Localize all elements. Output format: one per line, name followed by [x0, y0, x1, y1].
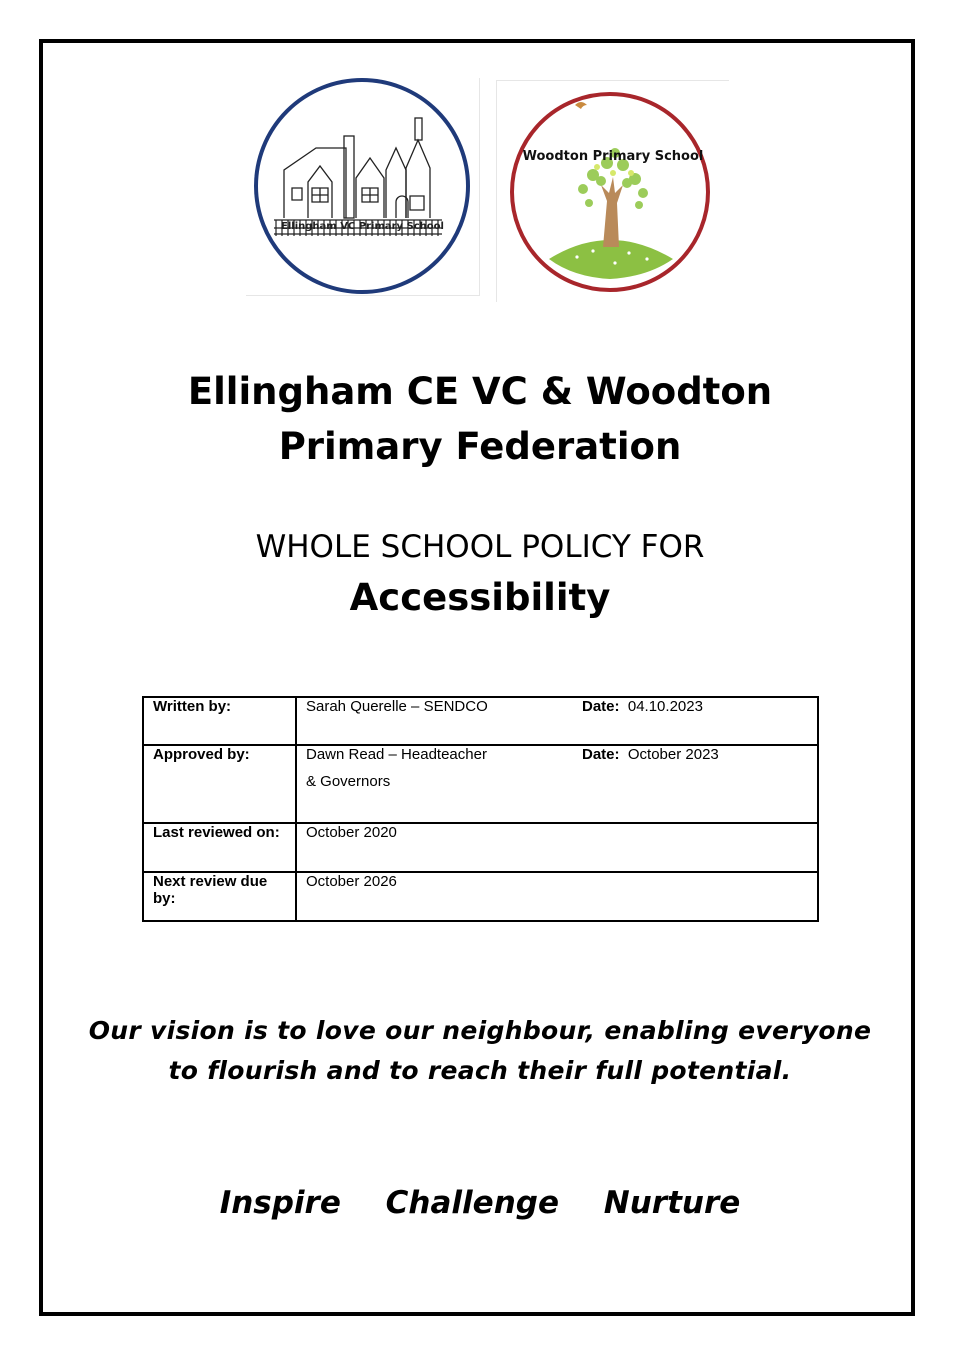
federation-title-line-1: Ellingham CE VC & Woodton — [187, 370, 773, 413]
policy-prefix: WHOLE SCHOOL POLICY FOR — [255, 529, 705, 565]
written-date-value: 04.10.2023 — [627, 698, 703, 715]
ellingham-school-logo — [246, 78, 480, 296]
table-row — [143, 697, 818, 745]
written-by-value: Sarah Querelle – SENDCO — [306, 698, 488, 715]
approved-by-label: Approved by: — [143, 745, 296, 823]
approved-date-value: October 2023 — [627, 746, 719, 763]
table-row — [143, 823, 818, 872]
vision-statement-line-2: to flourish and to reach their full potential. — [168, 1056, 792, 1085]
written-by-cell — [296, 697, 818, 745]
value-challenge: Challenge — [385, 1185, 559, 1221]
vision-statement-line-1: Our vision is to love our neighbour, enabling everyone — [88, 1016, 872, 1045]
policy-info-table — [142, 696, 819, 922]
written-by-label: Written by: — [143, 697, 296, 745]
woodton-logo-text: Woodton Primary School — [522, 149, 704, 164]
federation-title-line-2: Primary Federation — [278, 425, 682, 468]
approved-date — [582, 746, 719, 763]
ellingham-logo-text: Ellingham VC Primary School — [281, 221, 444, 232]
woodton-school-logo — [496, 80, 729, 302]
table-row — [143, 745, 818, 823]
next-review-label: Next review due by: — [143, 872, 296, 921]
last-reviewed-label: Last reviewed on: — [143, 823, 296, 872]
next-review-value: October 2026 — [296, 872, 818, 921]
written-date-label: Date: — [582, 698, 620, 715]
value-nurture: Nurture — [603, 1185, 741, 1221]
value-inspire: Inspire — [219, 1185, 341, 1221]
school-values — [0, 1181, 960, 1225]
policy-name: Accessibility — [349, 576, 611, 619]
approved-by-cell — [296, 745, 818, 823]
approved-by-value: Dawn Read – Headteacher — [306, 746, 487, 763]
ellingham-logo-graphic — [246, 78, 479, 295]
approved-by-value-line-2: & Governors — [306, 773, 391, 790]
last-reviewed-value: October 2020 — [296, 823, 818, 872]
woodton-logo-graphic — [497, 81, 729, 302]
table-row — [143, 872, 818, 921]
written-date — [582, 698, 703, 715]
approved-date-label: Date: — [582, 746, 620, 763]
